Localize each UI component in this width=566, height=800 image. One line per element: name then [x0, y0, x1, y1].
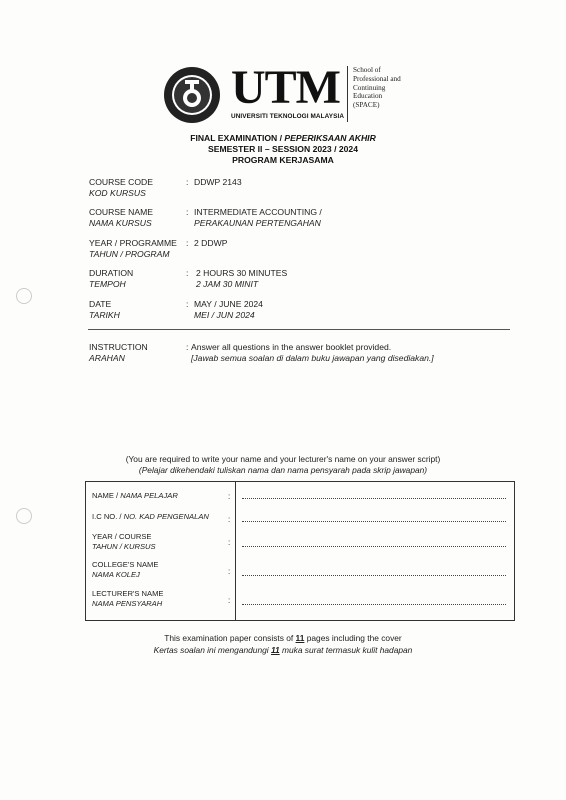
form-label: LECTURER'S NAME NAMA PENSYARAH: [92, 589, 164, 608]
colon: :: [186, 342, 189, 352]
divider-line: [88, 329, 510, 330]
course-code-value: DDWP 2143: [194, 177, 242, 187]
course-code-label: COURSE CODE KOD KURSUS: [89, 177, 153, 198]
duration-label: DURATION TEMPOH: [89, 268, 134, 289]
year-programme-value: 2 DDWP: [194, 238, 228, 248]
school-line: Continuing: [353, 83, 386, 92]
colon: :: [228, 492, 231, 501]
date-value: MAY / JUNE 2024 MEI / JUN 2024: [194, 299, 263, 320]
colon: :: [186, 177, 189, 187]
colon: :: [228, 567, 231, 576]
colon: :: [228, 596, 231, 605]
school-line: (SPACE): [353, 101, 380, 110]
form-label: COLLEGE'S NAME NAMA KOLEJ: [92, 560, 159, 579]
page-count-note: [0, 632, 566, 656]
utm-seal-icon: [163, 66, 221, 124]
page-count-ms: Kertas soalan ini mengandungi 11 muka surat termasuk kulit hadapan: [153, 645, 413, 655]
duration-value: 2 HOURS 30 MINUTES 2 JAM 30 MINIT: [196, 268, 288, 289]
exam-program: PROGRAM KERJASAMA: [232, 155, 334, 165]
required-note-ms: (Pelajar dikehendaki tuliskan nama dan nama pensyarah pada skrip jawapan): [138, 465, 428, 475]
colon: :: [186, 268, 189, 278]
university-name: UNIVERSITI TEKNOLOGI MALAYSIA: [231, 113, 345, 120]
exam-semester: SEMESTER II – SESSION 2023 / 2024: [208, 144, 358, 154]
course-name-label: COURSE NAME NAMA KURSUS: [89, 207, 153, 228]
punch-hole-top: [16, 288, 32, 304]
punch-hole-bottom: [16, 508, 32, 524]
year-programme-label: YEAR / PROGRAMME TAHUN / PROGRAM: [89, 238, 177, 259]
colon: :: [186, 299, 189, 309]
name-field[interactable]: [242, 497, 506, 499]
form-label: NAME / NAMA PELAJAR: [92, 491, 178, 500]
instruction-value: Answer all questions in the answer booklet provided. [Jawab semua soalan di dalam buku jawapan yang disediakan.]: [191, 342, 434, 363]
form-label: I.C NO. / NO. KAD PENGENALAN: [92, 512, 209, 521]
exam-title-ms: PEPERIKSAAN AKHIR: [284, 133, 376, 143]
utm-logo: [163, 61, 411, 124]
colon: :: [228, 538, 231, 547]
year-course-field[interactable]: [242, 545, 506, 547]
student-details-form: [85, 481, 515, 621]
ic-number-field[interactable]: [242, 520, 506, 522]
page-count-en: This examination paper consists of 11 pages including the cover: [164, 633, 402, 643]
lecturer-name-field[interactable]: [242, 603, 506, 605]
exam-title: [0, 133, 566, 143]
school-line: School of: [353, 66, 381, 74]
colon: :: [186, 238, 189, 248]
utm-wordmark: UTM: [231, 61, 340, 114]
space-school-name: [353, 66, 401, 110]
logo-divider: [347, 66, 348, 122]
college-name-field[interactable]: [242, 574, 506, 576]
form-label: YEAR / COURSE TAHUN / KURSUS: [92, 532, 156, 551]
form-column-divider: [235, 482, 236, 620]
colon: :: [228, 515, 231, 524]
date-label: DATE TARIKH: [89, 299, 120, 320]
instruction-label: INSTRUCTION ARAHAN: [89, 342, 148, 363]
school-line: Education: [353, 92, 383, 101]
school-line: Professional and: [353, 74, 401, 83]
required-note-en: (You are required to write your name and your lecturer's name on your answer script): [125, 454, 441, 464]
required-note: [0, 454, 566, 476]
course-name-value: INTERMEDIATE ACCOUNTING / PERAKAUNAN PERTENGAHAN: [194, 207, 322, 228]
exam-title-en: FINAL EXAMINATION /: [190, 133, 285, 143]
colon: :: [186, 207, 189, 217]
